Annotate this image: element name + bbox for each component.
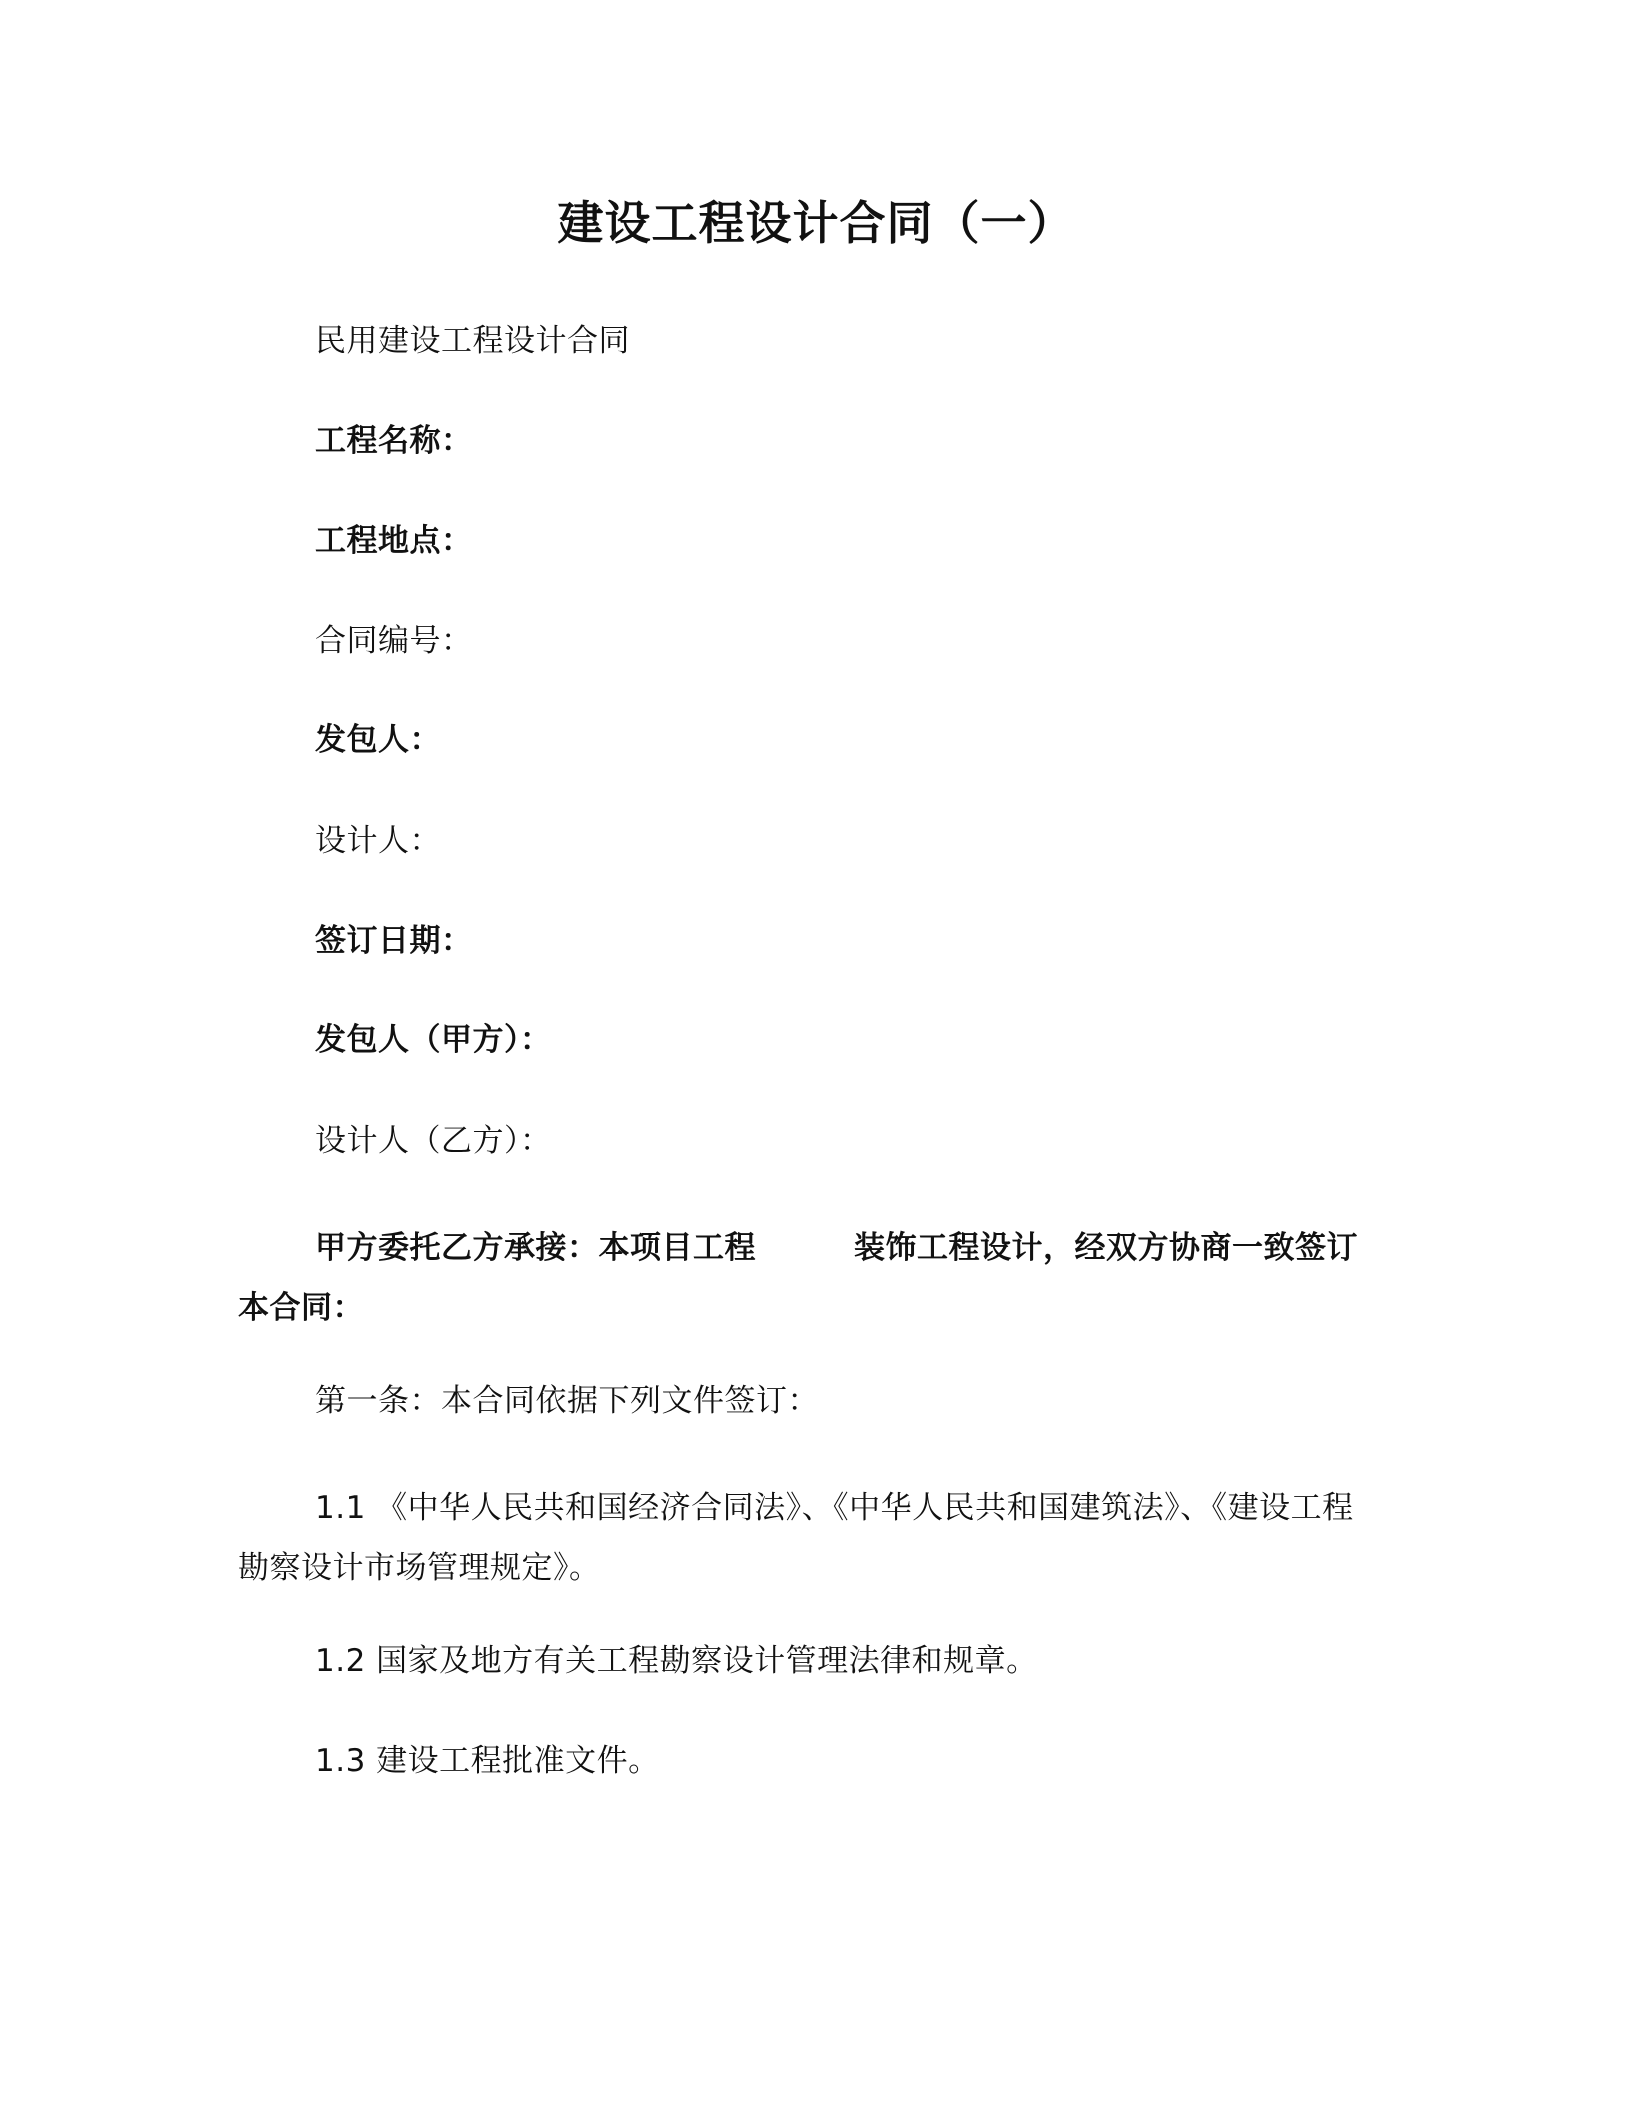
contract-number-label: 合同编号： — [315, 623, 473, 659]
project-name-label: 工程名称： — [315, 423, 473, 459]
project-location-label: 工程地点： — [315, 523, 473, 559]
employer-label: 发包人： — [315, 722, 441, 758]
article-1-item-1: 1.1 《中华人民共和国经济合同法》、《中华人民共和国建筑法》、《建设工程勘察设计市场管理规定》。 — [238, 1490, 1354, 1586]
article-1-item-3: 1.3 建设工程批准文件。 — [315, 1743, 660, 1779]
designer-label: 设计人： — [315, 823, 441, 859]
intro-part-1: 甲方委托乙方承接：本项目工程 — [315, 1230, 756, 1266]
sign-date-label: 签订日期： — [315, 923, 473, 959]
intro-part-2: 装饰工程设计，经双方协商一致签订本合同： — [238, 1230, 1358, 1326]
party-a-label: 发包人（甲方）： — [315, 1022, 552, 1058]
party-b-label: 设计人（乙方）： — [315, 1123, 552, 1159]
document-title: 建设工程设计合同（一） — [557, 196, 1075, 250]
document-subtitle: 民用建设工程设计合同 — [315, 323, 630, 359]
intro-paragraph — [238, 1218, 1368, 1338]
article-1-item-2: 1.2 国家及地方有关工程勘察设计管理法律和规章。 — [315, 1643, 1038, 1679]
article-1-heading: 第一条：本合同依据下列文件签订： — [315, 1383, 819, 1419]
